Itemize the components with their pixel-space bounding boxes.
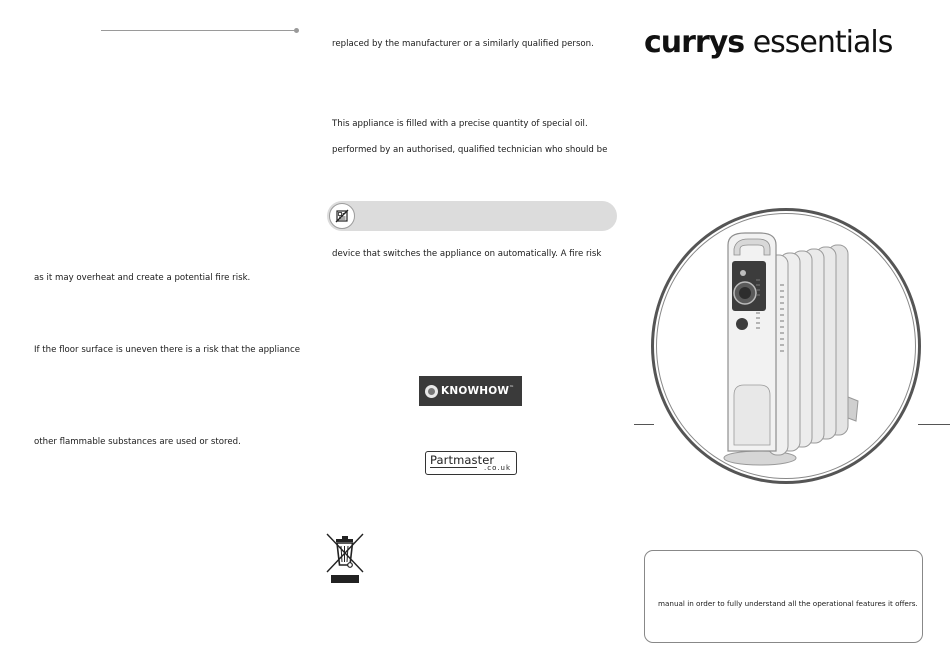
middle-text-line-4: device that switches the appliance on automatically. A fire risk [332, 249, 602, 259]
do-not-cover-icon [329, 203, 355, 229]
knowhow-ring-icon [425, 385, 438, 398]
weee-crossed-bin-icon [325, 532, 365, 584]
currys-essentials-logo: currys essentials [644, 25, 893, 60]
cover-rule-right [918, 424, 950, 425]
partmaster-logo: Partmaster .co.uk [425, 451, 517, 475]
knowhow-logo: KNOWHOW ™ [419, 376, 522, 406]
header-rule-dot [294, 28, 299, 33]
header-rule [101, 30, 297, 31]
left-text-line-1: as it may overheat and create a potential fire risk. [34, 273, 251, 283]
notice-box [644, 550, 923, 643]
oil-radiator-heater-image [690, 225, 890, 475]
middle-text-line-3: performed by an authorised, qualified technician who should be [332, 145, 608, 155]
notice-text: manual in order to fully understand all the operational features it offers. [658, 599, 918, 608]
warning-banner [327, 201, 617, 231]
middle-text-line-2: This appliance is filled with a precise quantity of special oil. [332, 119, 588, 129]
middle-text-line-1: replaced by the manufacturer or a similarly qualified person. [332, 39, 594, 49]
left-text-line-2: If the floor surface is uneven there is a risk that the appliance [34, 345, 301, 355]
cover-rule-left [634, 424, 654, 425]
left-text-line-3: other flammable substances are used or stored. [34, 437, 241, 447]
